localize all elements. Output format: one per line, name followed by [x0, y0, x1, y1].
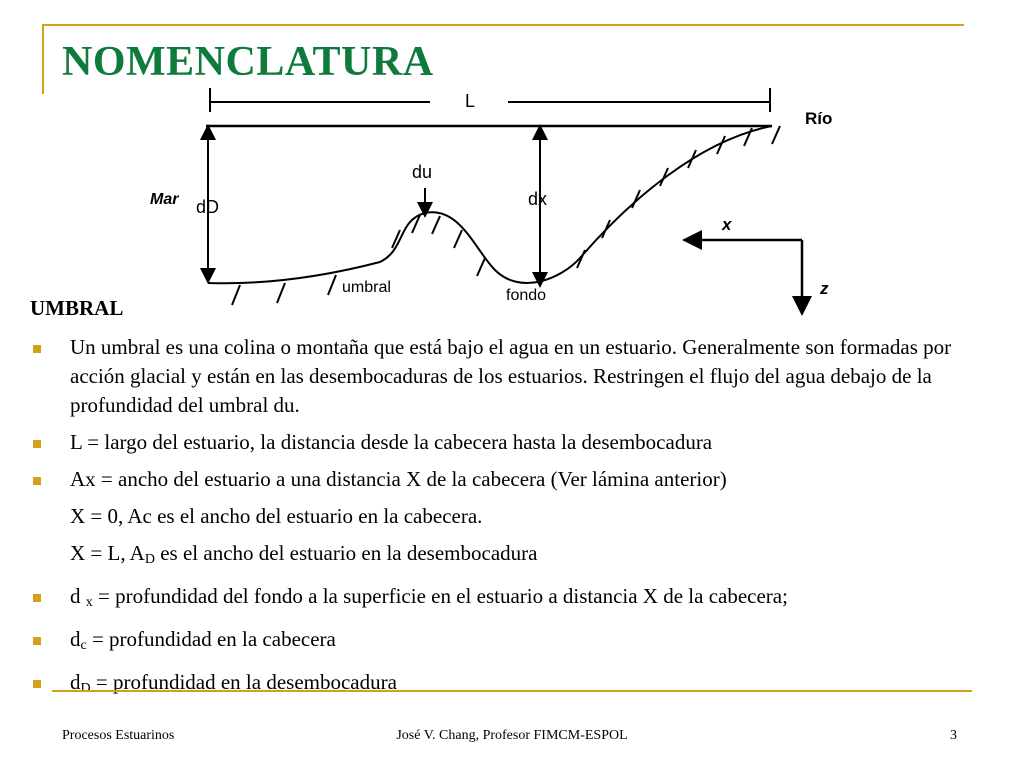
- bullet-dD: dD = profundidad en la desembocadura: [30, 668, 990, 703]
- bullet-square-icon: [33, 440, 41, 448]
- bullet-umbral-definition: Un umbral es una colina o montaña que está bajo el agua en un estuario. Generalmente son formadas por acción glacial y están en las desembocaduras de los estuarios. Restringen el flujo del agua debajo de la profundidad del umbral du.: [30, 333, 990, 420]
- bullet-list: [30, 333, 990, 711]
- bullet-width: Ax = ancho del estuario a una distancia X de la cabecera (Ver lámina anterior): [30, 465, 990, 494]
- label-du: du: [412, 162, 433, 182]
- section-heading-umbral: UMBRAL: [30, 296, 124, 320]
- label-z-axis: z: [820, 279, 829, 298]
- label-mar: Mar: [150, 191, 179, 208]
- label-dx: dx: [528, 189, 548, 209]
- page-number: 3: [950, 728, 957, 743]
- footer-course: Procesos Estuarinos: [62, 728, 175, 743]
- sub-item-x0: X = 0, Ac es el ancho del estuario en la cabecera.: [70, 504, 483, 528]
- bullet-square-icon: [33, 680, 41, 688]
- label-fondo: fondo: [506, 287, 547, 304]
- label-dD: dD: [196, 197, 220, 217]
- slide-title: NOMENCLATURA: [62, 39, 434, 85]
- bullet-dx: d x = profundidad del fondo a la superficie en el estuario a distancia X de la cabecera;: [30, 582, 990, 617]
- bullet-length: L = largo del estuario, la distancia desde la cabecera hasta la desembocadura: [30, 428, 990, 457]
- label-length: L: [465, 91, 476, 111]
- bullet-square-icon: [33, 637, 41, 645]
- left-frame-line: [42, 24, 44, 94]
- top-frame-line: [42, 24, 964, 26]
- bullet-square-icon: [33, 477, 41, 485]
- bullet-dc: dc = profundidad en la cabecera: [30, 625, 990, 660]
- bullet-square-icon: [33, 345, 41, 353]
- label-x-axis: x: [722, 215, 732, 234]
- bottom-profile-curve: [208, 126, 772, 283]
- footer-author: José V. Chang, Profesor FIMCM-ESPOL: [396, 728, 628, 743]
- estuary-profile-diagram: [140, 80, 860, 320]
- footer-rule: [52, 690, 972, 692]
- label-umbral: umbral: [342, 279, 391, 296]
- bullet-square-icon: [33, 594, 41, 602]
- label-rio: Río: [805, 109, 833, 128]
- sub-item-xl: X = L, AD es el ancho del estuario en la desembocadura: [70, 541, 538, 567]
